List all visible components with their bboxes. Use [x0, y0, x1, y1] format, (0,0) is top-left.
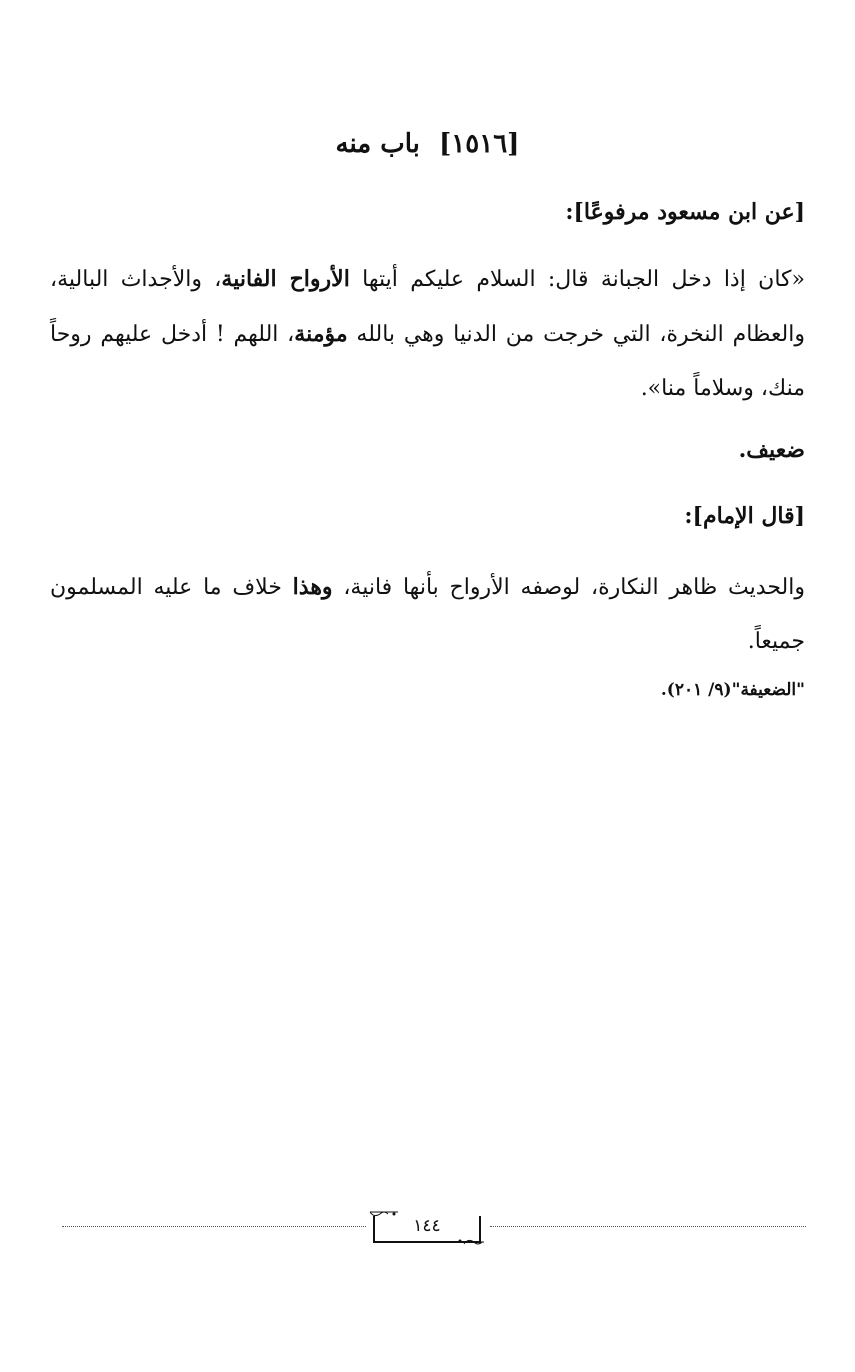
chapter-number: [١٥١٦] [438, 129, 520, 159]
footer-dotted-rule-right [490, 1226, 806, 1227]
chapter-heading [0, 122, 855, 166]
comment-part-2: خلاف ما عليه المسلمون جميعاً. [50, 575, 805, 654]
source-reference: "الضعيفة"(٩/ ٢٠١). [660, 680, 805, 700]
narrator-line: [عن ابن مسعود مرفوعًا]: [565, 199, 805, 225]
hadith-close-quote: ». [640, 376, 662, 401]
hadith-open-quote: « [791, 267, 805, 292]
hadith-part-2: ، والأجداث البالية، والعظام النخرة، التي خرجت من الدنيا وهي بالله [50, 267, 805, 347]
comment-emphasis: وهذا [292, 574, 333, 600]
footer-dotted-rule-left [62, 1226, 366, 1227]
chapter-title: باب منه [335, 129, 420, 159]
hadith-emphasis-1: الأرواح الفانية [221, 266, 350, 292]
hadith-text [50, 252, 805, 416]
hadith-grade: ضعيف. [738, 437, 805, 463]
comment-part-1: والحديث ظاهر النكارة، لوصفه الأرواح بأنها فانية، [332, 575, 805, 600]
hadith-part-3: ، اللهم ! أدخل عليهم روحاً منك، وسلاماً منا [50, 322, 805, 401]
imam-comment [50, 560, 805, 669]
page-number-frame [368, 1208, 486, 1246]
hadith-part-1: كان إذا دخل الجبانة قال: السلام عليكم أيتها [349, 267, 792, 292]
imam-heading: [قال الإمام]: [684, 503, 805, 529]
hadith-emphasis-2: مؤمنة [294, 321, 348, 347]
page-number: ١٤٤ [413, 1216, 441, 1236]
